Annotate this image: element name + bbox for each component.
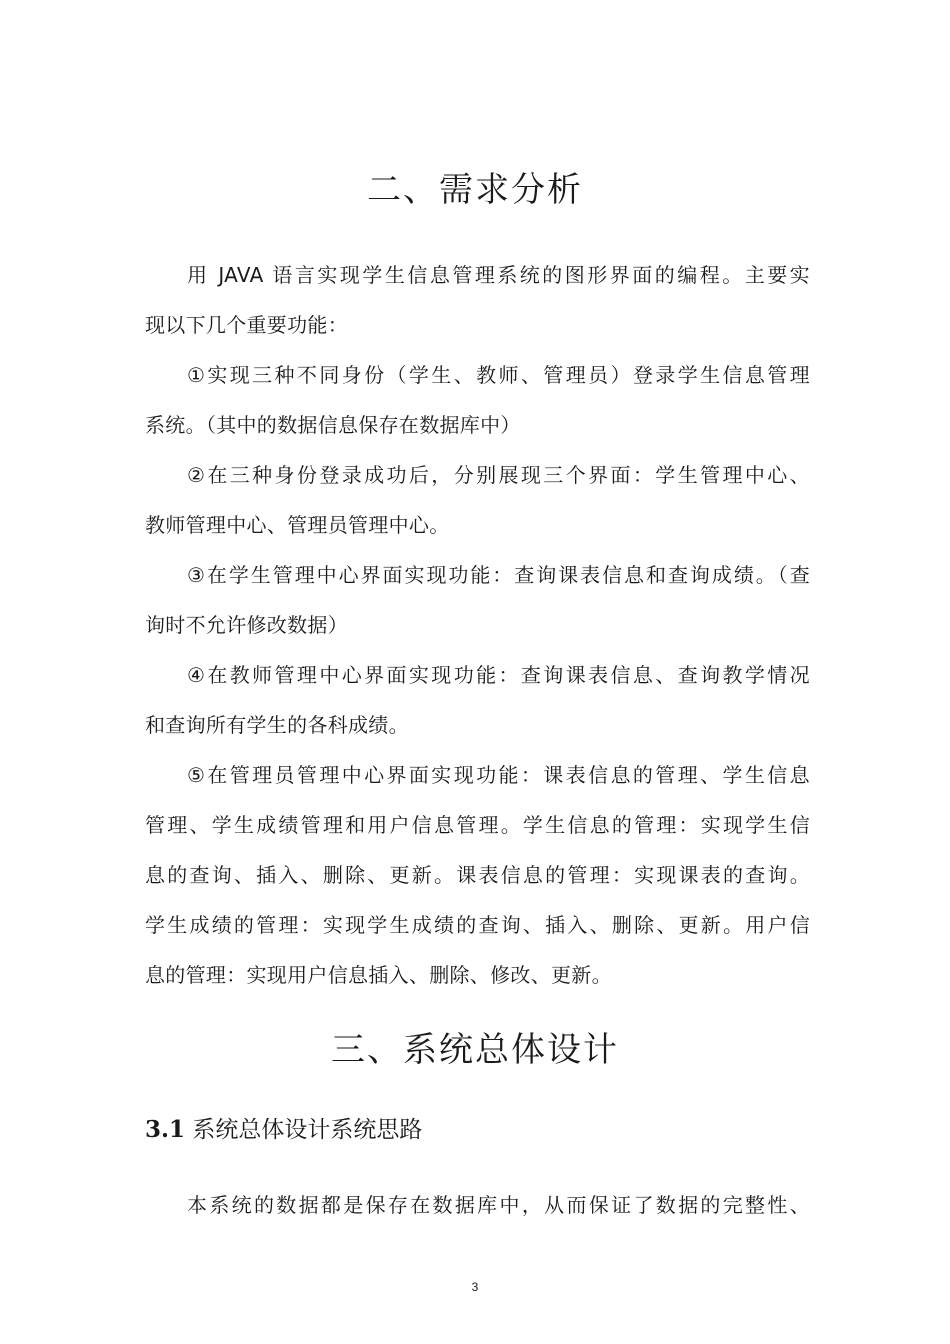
paragraph-line: 学生成绩的管理：实现学生成绩的查询、插入、删除、更新。用户信 xyxy=(145,913,810,937)
paragraph-line: 本系统的数据都是保存在数据库中，从而保证了数据的完整性、 xyxy=(187,1193,810,1217)
paragraph-line: 息的查询、插入、删除、更新。课表信息的管理：实现课表的查询。 xyxy=(145,863,810,887)
subsection-title: 系统总体设计系统思路 xyxy=(192,1117,423,1143)
paragraph-line: ③在学生管理中心界面实现功能：查询课表信息和查询成绩。（查 xyxy=(187,563,810,587)
section-3-heading: 三、系统总体设计 xyxy=(331,1030,619,1070)
subsection-number: 3.1 xyxy=(145,1116,186,1143)
paragraph-line: ①实现三种不同身份（学生、教师、管理员）登录学生信息管理 xyxy=(187,363,810,387)
paragraph-line: 教师管理中心、管理员管理中心。 xyxy=(145,513,450,537)
paragraph-line: 用 JAVA 语言实现学生信息管理系统的图形界面的编程。主要实 xyxy=(187,263,810,287)
subsection-3-1-heading xyxy=(145,1115,422,1145)
paragraph-line: 系统。（其中的数据信息保存在数据库中） xyxy=(145,413,521,437)
paragraph-line: ⑤在管理员管理中心界面实现功能：课表信息的管理、学生信息 xyxy=(187,763,810,787)
paragraph-line: ②在三种身份登录成功后，分别展现三个界面：学生管理中心、 xyxy=(187,463,810,487)
paragraph-line: 和查询所有学生的各科成绩。 xyxy=(145,713,409,737)
paragraph-line: 询时不允许修改数据） xyxy=(145,613,348,637)
paragraph-line: 管理、学生成绩管理和用户信息管理。学生信息的管理：实现学生信 xyxy=(145,813,810,837)
section-2-heading: 二、需求分析 xyxy=(367,170,583,210)
page-number: 3 xyxy=(471,1280,479,1294)
paragraph-line: ④在教师管理中心界面实现功能：查询课表信息、查询教学情况 xyxy=(187,663,810,687)
paragraph-line: 现以下几个重要功能： xyxy=(145,313,348,337)
paragraph-line: 息的管理：实现用户信息插入、删除、修改、更新。 xyxy=(145,963,612,987)
